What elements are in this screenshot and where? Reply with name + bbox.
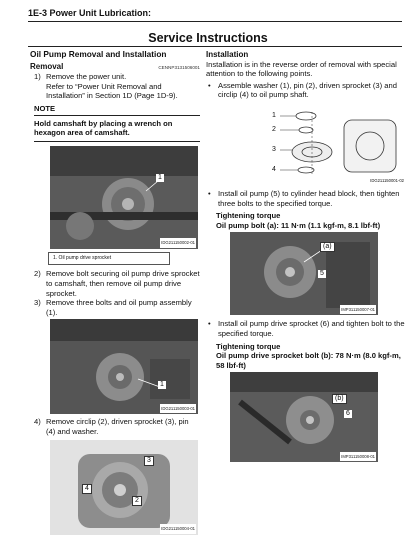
torque-value: Oil pump drive sprocket bolt (b): 78 N·m (8.0 kgf-m, 58 lbf-ft) bbox=[216, 351, 401, 370]
step-text: Remove three bolts and oil pump assembly (1). bbox=[46, 298, 192, 317]
photo-caption: IDG211150004-01 bbox=[160, 524, 196, 534]
torque-spec-2 bbox=[216, 342, 406, 371]
step-1-ref bbox=[34, 82, 200, 101]
photo-caption: IMP311150007-01 bbox=[340, 305, 376, 315]
exploded-diagram bbox=[254, 102, 404, 186]
bullet-assemble bbox=[208, 81, 406, 100]
torque-title: Tightening torque bbox=[216, 211, 281, 221]
oil-pump-photo-illustration bbox=[50, 440, 198, 535]
step-4 bbox=[34, 417, 200, 436]
page-header: 1E-3 Power Unit Lubrication: bbox=[28, 6, 402, 22]
page-title: Service Instructions bbox=[148, 31, 268, 45]
step-2 bbox=[34, 269, 200, 298]
callout-b: (b) bbox=[332, 394, 347, 404]
left-column bbox=[30, 50, 200, 535]
bullet-mark: • bbox=[208, 319, 211, 329]
callout-3: 3 bbox=[144, 456, 154, 466]
callout-6: 6 bbox=[346, 410, 350, 418]
callout-3: 3 bbox=[272, 145, 276, 153]
engine-photo-illustration bbox=[50, 146, 198, 249]
callout-2: 2 bbox=[272, 125, 276, 133]
photo-oil-pump-parts bbox=[50, 440, 198, 535]
diagram-caption: IDG211150001-02 bbox=[370, 178, 404, 184]
step-text: Remove circlip (2), driven sprocket (3), pin (4) and washer. bbox=[46, 417, 189, 436]
engine-photo-illustration bbox=[230, 372, 378, 462]
torque-spec-1 bbox=[216, 211, 406, 230]
section-code: CENNP3131506001 bbox=[158, 64, 200, 70]
step-1 bbox=[34, 72, 200, 82]
section-title bbox=[30, 50, 200, 60]
bullet-install-sprocket bbox=[208, 319, 406, 338]
step-number: 1) bbox=[34, 72, 41, 82]
step-number bbox=[34, 82, 46, 101]
step-text: Remove the power unit. bbox=[46, 72, 127, 82]
step-number: 3) bbox=[34, 298, 41, 308]
photo-oil-pump-installed bbox=[230, 232, 378, 315]
callout-4: 4 bbox=[82, 484, 92, 494]
step-text: Refer to “Power Unit Removal and Installation” in Section 1D (Page 1D-9). bbox=[46, 81, 178, 101]
bullet-text: Install oil pump drive sprocket (6) and tighten bolt to the specified torque. bbox=[218, 319, 405, 338]
step-text: Remove bolt securing oil pump drive sprocket to camshaft, then remove oil pump drive sprocket. bbox=[46, 269, 200, 298]
torque-value: Oil pump bolt (a): 11 N·m (1.1 kgf-m, 8.1 lbf-ft) bbox=[216, 220, 381, 230]
section-title-text: Oil Pump Removal and Installation bbox=[30, 49, 167, 59]
bullet-install-pump bbox=[208, 189, 406, 208]
photo-oil-pump-assembly bbox=[50, 319, 198, 414]
note-text: Hold camshaft by placing a wrench on hexagon area of camshaft. bbox=[34, 119, 200, 142]
photo-drive-sprocket-installed bbox=[230, 372, 378, 462]
step-3 bbox=[34, 298, 200, 317]
photo-caption: IDG211150002-01 bbox=[160, 238, 196, 248]
callout-a: (a) bbox=[320, 242, 335, 252]
step-number: 4) bbox=[34, 417, 41, 427]
note-title: NOTE bbox=[34, 104, 200, 116]
installation-heading: Installation bbox=[206, 50, 249, 59]
right-column bbox=[206, 50, 406, 462]
callout-1: 1 bbox=[158, 173, 162, 181]
callout-1: 1 bbox=[272, 111, 276, 119]
bullet-mark: • bbox=[208, 80, 211, 90]
callout-1: 1 bbox=[160, 381, 164, 389]
bullet-mark: • bbox=[208, 188, 211, 198]
engine-photo-illustration bbox=[50, 319, 198, 414]
callout-4: 4 bbox=[272, 165, 276, 173]
installation-intro: Installation is in the reverse order of removal with special attention to the following points. bbox=[206, 59, 397, 79]
photo-caption: IDG211150003-01 bbox=[160, 404, 196, 414]
photo-camshaft-sprocket bbox=[50, 146, 198, 249]
photo-legend: 1. Oil pump drive sprocket bbox=[48, 252, 170, 266]
callout-5: 5 bbox=[320, 270, 324, 278]
bullet-text: Assemble washer (1), pin (2), driven sprocket (3) and circlip (4) to oil pump shaft. bbox=[218, 80, 397, 100]
photo-caption: IMP311150008-01 bbox=[340, 452, 376, 462]
engine-photo-illustration bbox=[230, 232, 378, 315]
torque-title: Tightening torque bbox=[216, 341, 281, 351]
callout-2: 2 bbox=[132, 496, 142, 506]
bullet-text: Install oil pump (5) to cylinder head block, then tighten three bolts to the specified torque. bbox=[218, 188, 400, 208]
note-box bbox=[34, 104, 200, 142]
title-rule bbox=[28, 46, 402, 47]
removal-heading: Removal bbox=[30, 61, 64, 71]
step-number: 2) bbox=[34, 269, 41, 279]
